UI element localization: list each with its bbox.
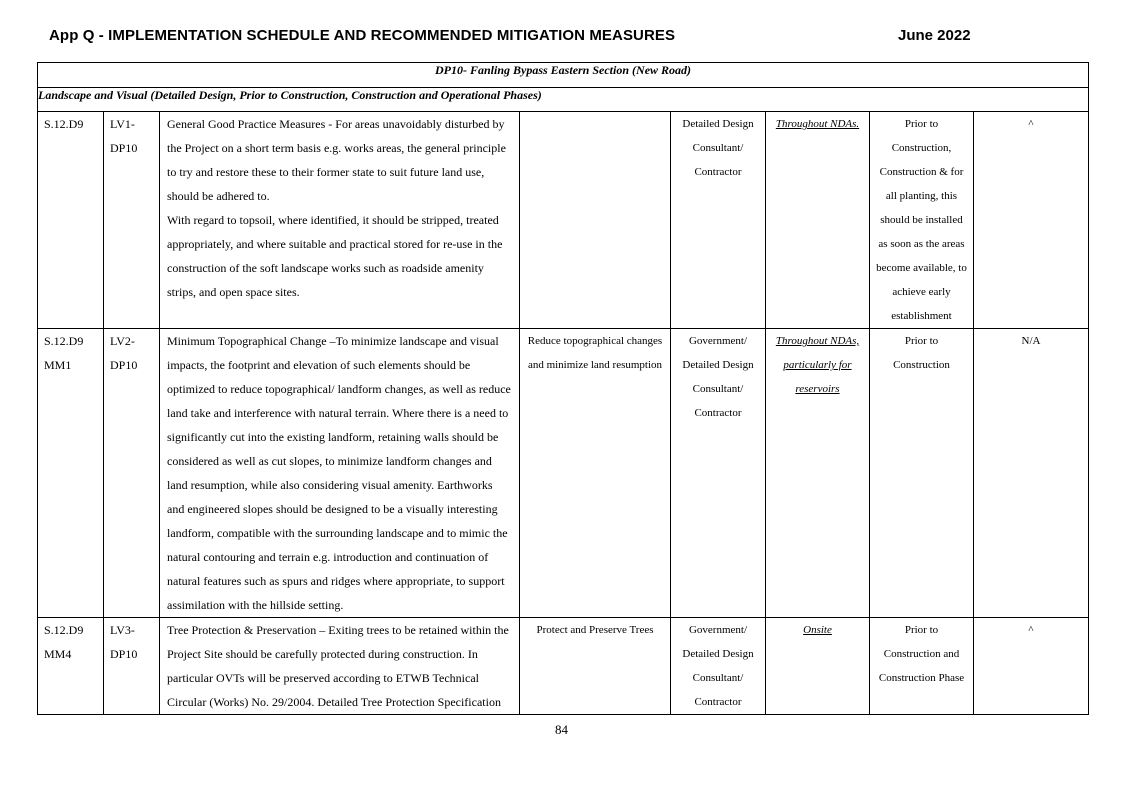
measure-description-cell <box>160 329 520 618</box>
location-cell <box>766 112 870 329</box>
requirement-line: ^ <box>1028 624 1034 636</box>
page-number: 84 <box>555 722 568 737</box>
stage-line: Construction, <box>891 142 952 154</box>
stage-line: Prior to <box>904 335 939 347</box>
agent-line: Consultant/ <box>692 142 744 154</box>
document-title: App Q - IMPLEMENTATION SCHEDULE AND RECOMMENDED MITIGATION MEASURES <box>49 27 676 44</box>
description-line: particular OVTs will be preserved according to ETWB Technical <box>167 671 479 685</box>
agent-line: Consultant/ <box>692 383 744 395</box>
measure-id-cell <box>104 112 160 329</box>
requirement-line: N/A <box>1021 335 1041 347</box>
description-line: impacts, the footprint and elevation of such elements should be <box>167 358 471 372</box>
intent-line: Protect and Preserve Trees <box>536 624 654 636</box>
implementation-stage-cell <box>870 329 974 618</box>
document-date: June 2022 <box>898 27 971 44</box>
measure-id-line: LV1- <box>110 117 135 131</box>
agent-line: Government/ <box>688 335 748 347</box>
requirement-cell <box>974 112 1089 329</box>
intent-line: and minimize land resumption <box>527 359 663 371</box>
description-line: appropriately, and where suitable and practical stored for re-use in the <box>167 237 503 251</box>
measure-id-line: LV3- <box>110 623 135 637</box>
description-line: strips, and open space sites. <box>167 285 300 299</box>
location-line: Throughout NDAs. <box>775 118 860 130</box>
agent-line: Contractor <box>694 166 742 178</box>
measure-intent-cell <box>520 618 671 715</box>
agent-line: Government/ <box>688 624 748 636</box>
stage-line: Construction <box>893 359 950 371</box>
section-title-row <box>38 63 1089 88</box>
ref-cell <box>38 329 104 618</box>
subsection-title: Landscape and Visual (Detailed Design, Prior to Construction, Construction and Operational Phases) <box>38 88 1089 112</box>
description-line: With regard to topsoil, where identified, it should be stripped, treated <box>167 213 499 227</box>
measure-id-line: DP10 <box>110 647 138 661</box>
stage-line: achieve early <box>892 286 951 298</box>
agent-line: Detailed Design <box>682 118 754 130</box>
agent-line: Contractor <box>694 407 742 419</box>
location-cell <box>766 329 870 618</box>
description-line: and engineered slopes should be designed to be a visually interesting <box>167 502 498 516</box>
description-line: should be adhered to. <box>167 189 270 203</box>
implementation-stage-cell <box>870 618 974 715</box>
implementation-stage-cell <box>870 112 974 329</box>
measure-description-cell <box>160 618 520 715</box>
measure-description-cell <box>160 112 520 329</box>
description-line: landform, compatible with the surrounding landscape and to mimic the <box>167 526 508 540</box>
measure-id-line: DP10 <box>110 141 138 155</box>
location-line: particularly for <box>783 359 852 371</box>
section-title: DP10- Fanling Bypass Eastern Section (New Road) <box>38 63 1089 88</box>
location-cell <box>766 618 870 715</box>
stage-line: become available, to <box>876 262 967 274</box>
description-line: Circular (Works) No. 29/2004. Detailed Tree Protection Specification <box>167 695 501 709</box>
ref-line: S.12.D9 <box>44 334 84 348</box>
implementation-agent-cell <box>671 112 766 329</box>
stage-line: all planting, this <box>885 190 958 202</box>
stage-line: as soon as the areas <box>878 238 965 250</box>
stage-line: Prior to <box>904 624 939 636</box>
description-line: Tree Protection & Preservation – Exiting trees to be retained within the <box>167 623 509 637</box>
stage-line: Prior to <box>904 118 939 130</box>
requirement-cell <box>974 329 1089 618</box>
subsection-title-row <box>38 88 1089 112</box>
description-line: land take and interference with natural terrain. Where there is a need to <box>167 406 509 420</box>
intent-line: Reduce topographical changes <box>527 335 663 347</box>
agent-line: Contractor <box>694 696 742 708</box>
location-line: Onsite <box>803 624 832 636</box>
ref-cell <box>38 112 104 329</box>
stage-line: Construction and <box>883 648 960 660</box>
stage-line: should be installed <box>880 214 963 226</box>
table-row <box>38 112 1089 329</box>
description-line: natural features such as spurs and ridges where appropriate, to support <box>167 574 505 588</box>
measure-intent-cell <box>520 112 671 329</box>
ref-line: MM1 <box>44 358 72 372</box>
measure-intent-cell <box>520 329 671 618</box>
agent-line: Detailed Design <box>682 359 754 371</box>
table-body <box>38 63 1089 715</box>
implementation-agent-cell <box>671 329 766 618</box>
stage-line: establishment <box>891 310 952 322</box>
description-line: significantly cut into the existing landform, retaining walls should be <box>167 430 499 444</box>
location-line: Throughout NDAs, <box>775 335 860 347</box>
table-row <box>38 329 1089 618</box>
requirement-line: ^ <box>1028 118 1034 130</box>
description-line: to try and restore these to their former state to suit future land use, <box>167 165 485 179</box>
stage-line: Construction & for <box>879 166 964 178</box>
description-line: land resumption, while also considering visual amenity. Earthworks <box>167 478 493 492</box>
ref-cell <box>38 618 104 715</box>
ref-line: MM4 <box>44 647 72 661</box>
description-line: natural contouring and terrain e.g. introduction and continuation of <box>167 550 489 564</box>
description-line: assimilation with the hillside setting. <box>167 598 344 612</box>
description-line: Project Site should be carefully protected during construction. In <box>167 647 478 661</box>
stage-line: Construction Phase <box>878 672 965 684</box>
mitigation-schedule-table <box>37 62 1089 715</box>
ref-line: S.12.D9 <box>44 117 84 131</box>
location-line: reservoirs <box>795 383 840 395</box>
requirement-cell <box>974 618 1089 715</box>
description-line: Minimum Topographical Change –To minimize landscape and visual <box>167 334 499 348</box>
measure-id-line: DP10 <box>110 358 138 372</box>
description-line: the Project on a short term basis e.g. works areas, the general principle <box>167 141 506 155</box>
implementation-agent-cell <box>671 618 766 715</box>
ref-line: S.12.D9 <box>44 623 84 637</box>
description-line: General Good Practice Measures - For areas unavoidably disturbed by <box>167 117 505 131</box>
agent-line: Detailed Design <box>682 648 754 660</box>
measure-id-line: LV2- <box>110 334 135 348</box>
measure-id-cell <box>104 329 160 618</box>
description-line: optimized to reduce topographical/ landform changes, as well as reduce <box>167 382 511 396</box>
table-row <box>38 618 1089 715</box>
agent-line: Consultant/ <box>692 672 744 684</box>
description-line: construction of the soft landscape works such as roadside amenity <box>167 261 484 275</box>
measure-id-cell <box>104 618 160 715</box>
description-line: considered as well as cut slopes, to minimize landform changes and <box>167 454 492 468</box>
